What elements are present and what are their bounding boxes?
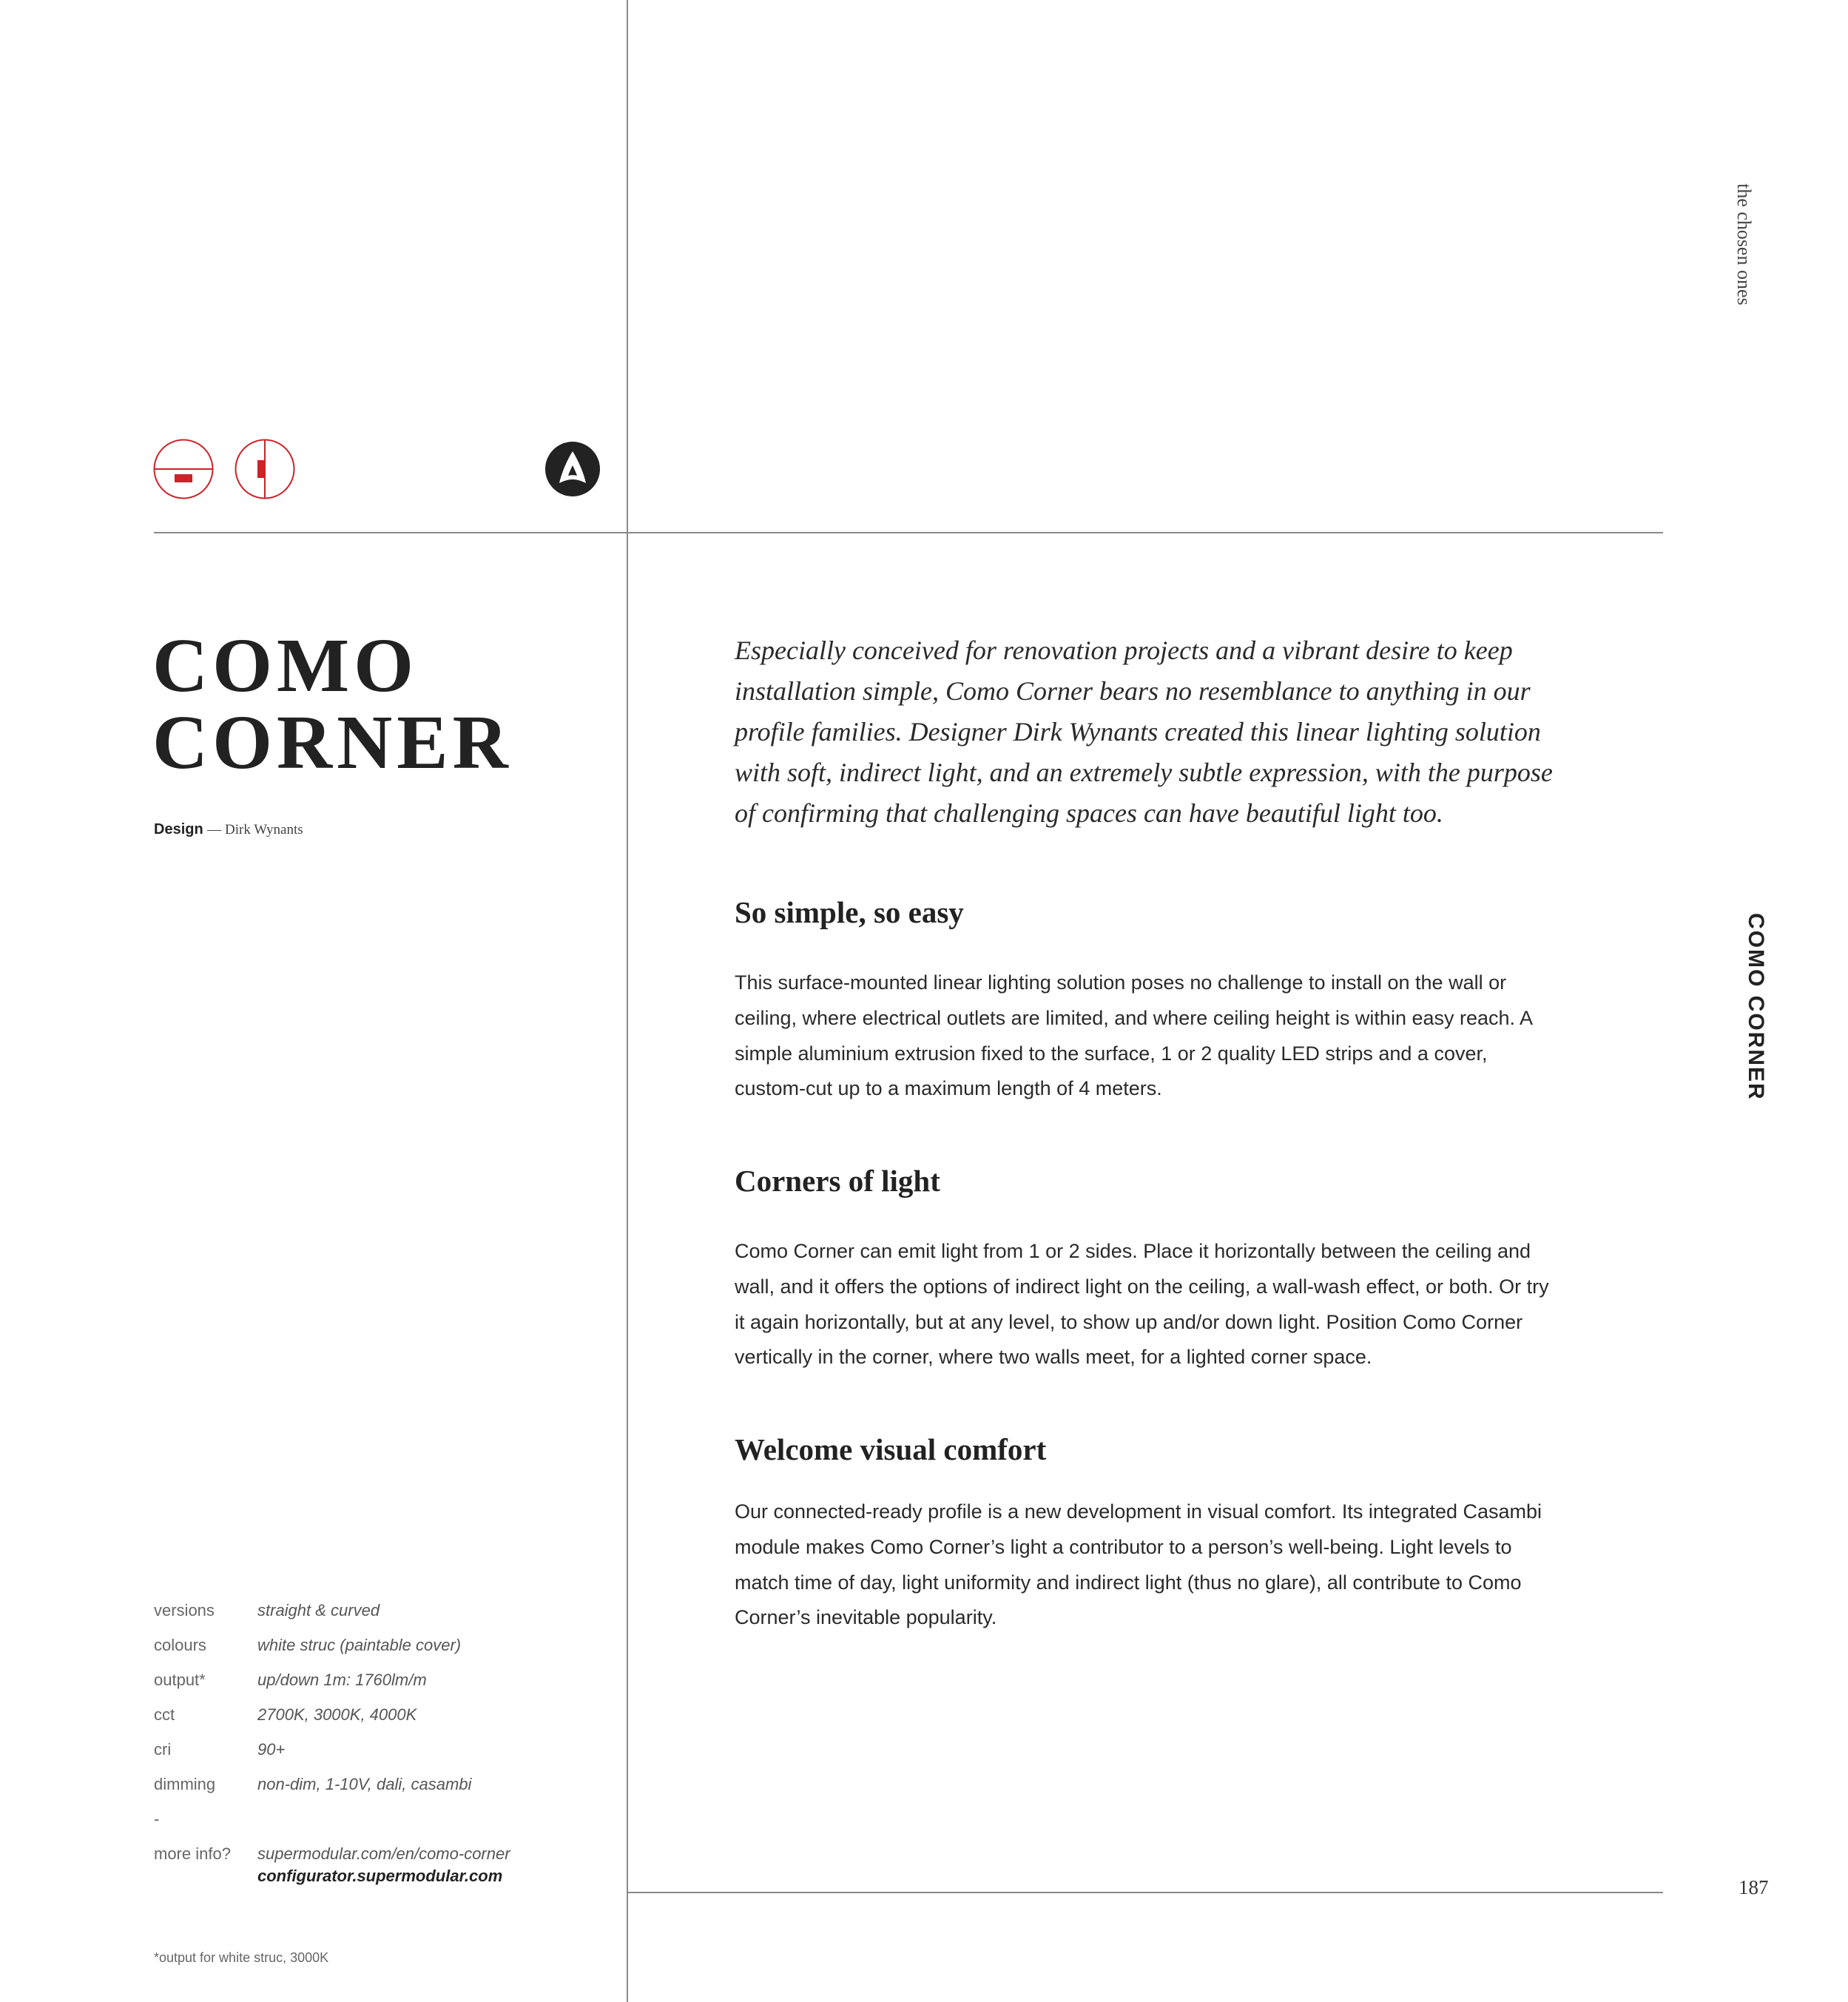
section-body-comfort: Our connected-ready profile is a new development in visual comfort. Its integrated Casambi module makes Como Corner’s light a contributor to a person’s well-being. Light levels to match time of day, light uniformity and indirect light (thus no glare), all contribute to Como Corner’s inevitable popularity.	[735, 1500, 1542, 1629]
spec-value: 90+	[257, 1740, 286, 1759]
spec-key: more info?	[154, 1844, 231, 1863]
designer-name: — Dirk Wynants	[207, 822, 303, 837]
spec-row	[154, 1601, 510, 1636]
spec-key: versions	[154, 1601, 215, 1620]
intro-paragraph: Especially conceived for renovation projects and a vibrant desire to keep installation simple, Como Corner bears no resemblance to anything in our profile families. Designer Dirk Wynants created this linear lighting solution with soft, indirect light, and an extremely subtle expression, with the purpose of confirming that challenging spaces can have beautiful light too.	[735, 636, 1553, 828]
spec-value: non-dim, 1-10V, dali, casambi	[257, 1775, 472, 1793]
spec-row-more-info	[154, 1844, 510, 1885]
brand-logo-icon	[545, 442, 600, 496]
section-body-simple: This surface-mounted linear lighting solution poses no challenge to install on the wall or ceiling, where electrical outlets are limited, and where ceiling height is within easy reach. A simple aluminium extrusion fixed to the surface, 1 or 2 quality LED strips and a cover, custom-cut up to a maximum length of 4 meters.	[735, 971, 1532, 1100]
design-label: Design	[154, 821, 203, 837]
footer-divider	[628, 1892, 1663, 1893]
section-heading-comfort: Welcome visual comfort	[735, 1432, 1047, 1466]
spec-value: up/down 1m: 1760lm/m	[257, 1671, 427, 1689]
section-heading-simple: So simple, so easy	[735, 895, 964, 929]
designer-credit	[154, 821, 303, 838]
spec-key: output*	[154, 1671, 206, 1689]
spec-row	[154, 1705, 510, 1740]
product-title	[152, 623, 513, 785]
product-title-line1: COMO	[152, 623, 419, 708]
page-number: 187	[1739, 1876, 1769, 1898]
spec-key: -	[154, 1810, 160, 1828]
spec-table	[154, 1601, 510, 1885]
section-heading-corners: Corners of light	[735, 1164, 940, 1198]
more-info-links	[257, 1844, 510, 1886]
spec-row	[154, 1775, 510, 1810]
spec-row	[154, 1671, 510, 1705]
product-page-link[interactable]: supermodular.com/en/como-corner	[257, 1844, 510, 1863]
spec-value: 2700K, 3000K, 4000K	[257, 1705, 417, 1724]
spec-value: straight & curved	[257, 1601, 380, 1620]
section-body-corners: Como Corner can emit light from 1 or 2 sides. Place it horizontally between the ceiling and wall, and it offers the options of indirect light on the ceiling, a wall-wash effect, or both. Or try it again horizontally, but at any level, to show up and/or down light. Position Como Corner vertically in the corner, where two walls meet, for a lighted corner space.	[735, 1240, 1549, 1369]
spec-key: cri	[154, 1740, 172, 1759]
vertical-mount-icon	[235, 439, 295, 499]
spec-key: cct	[154, 1705, 175, 1724]
spec-row	[154, 1740, 510, 1775]
spec-key: dimming	[154, 1775, 216, 1793]
column-divider-vertical	[627, 0, 628, 2002]
footnote: *output for white struc, 3000K	[154, 1950, 329, 1965]
horizontal-mount-icon	[153, 439, 214, 499]
spec-row	[154, 1636, 510, 1671]
spec-key: colours	[154, 1636, 206, 1654]
configurator-link[interactable]: configurator.supermodular.com	[257, 1867, 503, 1885]
spec-value: white struc (paintable cover)	[257, 1636, 462, 1654]
mounting-icons	[153, 439, 295, 499]
product-title-line2: CORNER	[152, 700, 513, 785]
spec-row	[154, 1810, 510, 1844]
header-divider	[154, 532, 1663, 533]
